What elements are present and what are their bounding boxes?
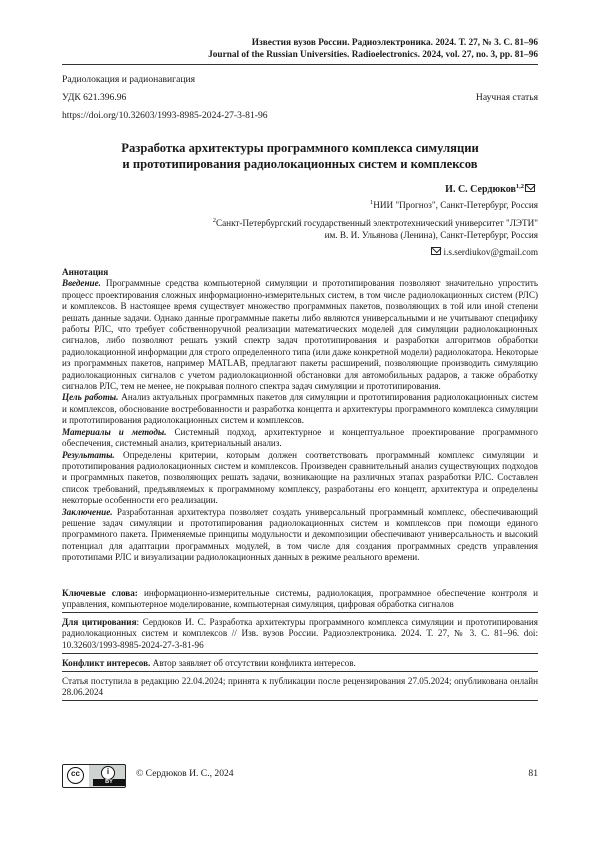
citation-text: : Сердюков И. С. Разработка архитектуры программного комплекса симуляции и прототипирования радиолокационных систем и комплексов // Изв. вузов России. Радиоэлектроника. 2024. Т. 27, № 3. С. 81–96. doi: 10.32603/1993-8985-2024-27-3-81-96 — [62, 617, 538, 650]
article-type: Научная статья — [475, 92, 538, 103]
person-glyph: i — [106, 767, 110, 776]
conflict-text: Автор заявляет об отсутствии конфликта интересов. — [150, 658, 356, 668]
keywords-rule — [62, 612, 538, 613]
author-sup: 1,2 — [515, 183, 524, 190]
keywords-label: Ключевые слова: — [62, 588, 138, 598]
conclusion-text: Разработанная архитектура позволяет создать универсальный программный комплекс, обеспечивающий решение задач симуляции и прототипирования радиолокационных систем и комплексов при помощи единого программного пакета. Применяемые принципы модульности и декомпозиции обеспечивают универсальность и высокий потенциал для адаптации программных модулей, в том числе для создания программных средств управления прототипами РЛС и визуализации радиолокационных данных в режиме реального времени. — [62, 506, 538, 563]
udk-code: УДК 621.396.96 — [62, 92, 127, 103]
abstract-aim — [62, 392, 538, 426]
cc-by-license-badge[interactable] — [62, 764, 126, 788]
conflict-rule — [62, 671, 538, 672]
publication-dates — [62, 676, 538, 699]
cc-icon-glyph: cc — [71, 769, 80, 778]
affiliation-1-sup: 1 — [369, 199, 374, 206]
aim-label: Цель работы. — [62, 392, 119, 403]
dates-rule — [62, 700, 538, 701]
section-name: Радиолокация и радионавигация — [62, 74, 196, 85]
author-name — [445, 184, 538, 196]
affiliation-2-line-1: Санкт-Петербургский государственный электротехнический университет "ЛЭТИ" — [215, 218, 538, 228]
author-name-text: И. С. Сердюков — [445, 184, 516, 195]
page-number: 81 — [528, 768, 538, 779]
abstract-methods — [62, 427, 538, 450]
results-text: Определены критерии, которым должен соответствовать программный комплекс симуляции и прототипирования радиолокационных систем и комплексов. Произведен сравнительный анализ существующих подходов и программных пакетов, позволяющих решать задачи, возникающие на различных этапах разработки РЛС. Составлен список требований, предъявляемых к программному комплексу, разработаны его концепт, архитектура и определены некоторые особенности его реализации. — [62, 449, 538, 506]
abstract-heading: Аннотация — [62, 267, 109, 277]
cc-by-label: BY — [93, 779, 125, 786]
citation-paragraph — [62, 617, 538, 651]
copyright: © Сердюков И. С., 2024 — [136, 768, 234, 779]
citation-rule — [62, 653, 538, 654]
envelope-icon — [525, 184, 535, 192]
affiliation-2-sup: 2 — [212, 217, 216, 224]
conflict-paragraph — [62, 658, 538, 669]
conflict-of-interest — [62, 658, 538, 669]
conclusion-label: Заключение. — [62, 506, 113, 517]
introduction-label: Введение. — [62, 278, 101, 289]
affiliation-2 — [213, 217, 538, 229]
citation — [62, 617, 538, 651]
envelope-icon — [431, 247, 441, 255]
author-email-text[interactable]: i.s.serdiukov@gmail.com — [443, 247, 538, 257]
author-email[interactable] — [431, 246, 538, 258]
abstract-conclusion — [62, 507, 538, 564]
keywords — [62, 588, 538, 611]
keywords-paragraph — [62, 588, 538, 611]
affiliation-1-text: НИИ "Прогноз", Санкт-Петербург, Россия — [373, 200, 538, 210]
results-label: Результаты. — [62, 449, 115, 460]
abstract — [62, 267, 538, 564]
attribution-person-icon — [101, 766, 115, 780]
article-title-line-2: и прототипирования радиолокационных систем и комплексов — [122, 157, 478, 171]
abstract-introduction — [62, 278, 538, 392]
affiliation-1 — [370, 199, 538, 211]
article-title — [62, 140, 538, 172]
journal-header-en: Journal of the Russian Universities. Radioelectronics. 2024, vol. 27, no. 3, pp. 81–96 — [208, 50, 538, 60]
introduction-text: Программные средства компьютерной симуляции и прототипирования позволяют значительно упростить процесс проектирования сложных информационно-измерительных систем, в том числе радиолокационных систем (РЛС) и комплексов. В настоящее время существует множество программных пакетов, позволяющих в той или иной степени решать данные задачи. Однако данные программные пакеты либо являются универсальными и не учитывают специфику работы РЛС, что требует собственноручной реализации математических моделей для симуляции радиолокационных сигналов, либо позволяют решать узкий спектр задач прототипирования и разработки алгоритмов обработки радиолокационной информации для строго определенного типа (или даже конкретной модели) радиолокатора. Некоторые из программных пакетов, например MATLAB, предлагают пакеты расширений, позволяющие производить симуляцию радиолокационных сигналов с учетом радиолокационной обстановки для автомобильных радаров, а также обработку сигналов РЛС, тем не менее, не покрывая полного спектра задач симуляции и прототипирования. — [62, 278, 538, 392]
header-rule — [62, 64, 538, 65]
doi-link[interactable]: https://doi.org/10.32603/1993-8985-2024-27-3-81-96 — [62, 110, 268, 121]
abstract-results — [62, 450, 538, 507]
journal-header-ru: Известия вузов России. Радиоэлектроника. 2024. Т. 27, № 3. С. 81–96 — [251, 38, 538, 48]
cc-icon — [67, 767, 84, 784]
aim-text: Анализ актуальных программных пакетов для симуляции и прототипирования радиолокационных систем и комплексов, обоснование востребованности и разработка концепта и архитектуры программного комплекса симуляции и прототипирования радиолокационных систем и комплексов. — [62, 392, 538, 426]
conflict-label: Конфликт интересов. — [62, 658, 151, 668]
keywords-text: информационно-измерительные системы, радиолокация, программное обеспечение контроля и управления, компьютерное моделирование, компьютерная симуляция, цифровая обработка сигналов — [62, 588, 539, 610]
affiliation-2-line-2: им. В. И. Ульянова (Ленина), Санкт-Петербург, Россия — [324, 230, 538, 240]
citation-label: Для цитирования — [62, 617, 137, 627]
dates-text: Статья поступила в редакцию 22.04.2024; принята к публикации после рецензирования 27.05.2024; опубликована онлайн 28.06.2024 — [62, 676, 538, 698]
methods-label: Материалы и методы. — [62, 426, 167, 437]
article-title-line-1: Разработка архитектуры программного комплекса симуляции — [121, 141, 479, 155]
methods-text: Системный подход, архитектурное и концептуальное проектирование программного обеспечения, системный анализ, критериальный анализ. — [62, 426, 538, 449]
